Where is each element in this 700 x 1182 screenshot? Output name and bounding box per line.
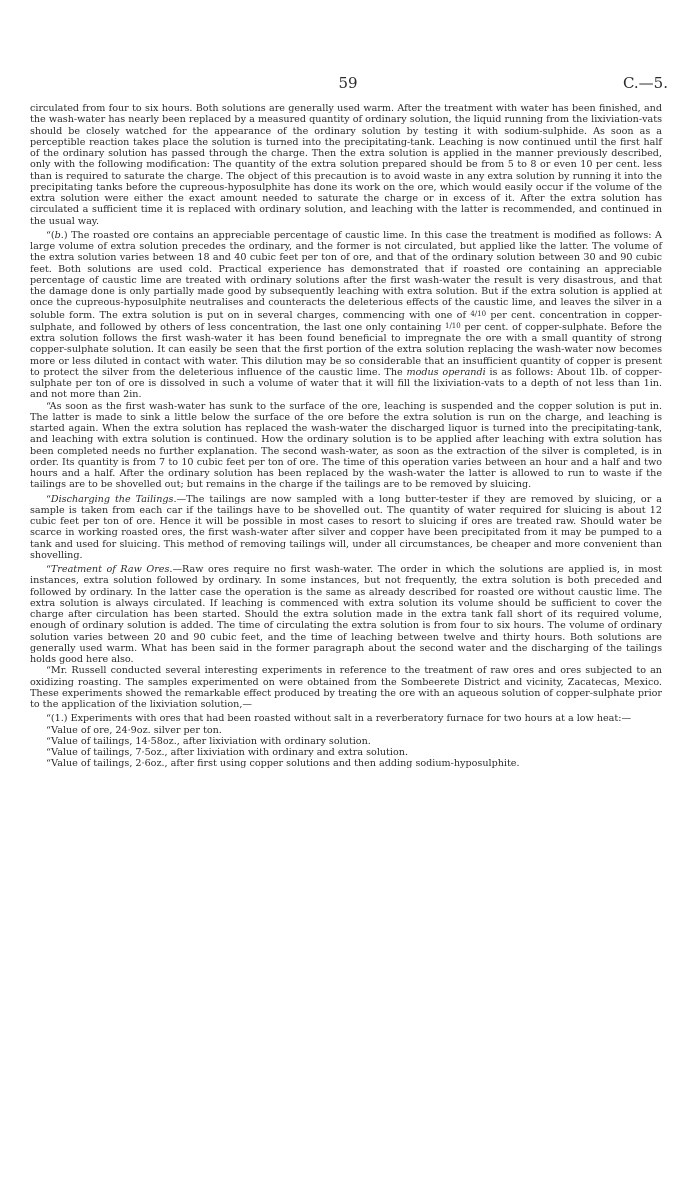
list-item: “Value of tailings, 14·58oz., after lixiviation with ordinary solution. bbox=[46, 735, 371, 747]
list-item: “Value of tailings, 2·6oz., after first using copper solutions and then adding sodium-hyposulphite. bbox=[46, 758, 520, 770]
paragraph-raw-ores: “Treatment of Raw Ores.—Raw ores require no first wash-water. The order in which the solutions are applied is, in most instances, extra solution followed by ordinary. In some instances, but not frequently, the extra solution is both preceded and followed by ordinary. In the latter case the operation is the same as already described for roasted ore without caustic lime. The extra solution is always circulated. If leaching is commenced with extra solution its volume should be sufficient to cover the charge after circulation has been started. Should the extra solution made in the extra tank fall short of its required volume, enough of ordinary solution is added. The time of circulating the extra solution is from four to six hours. The volume of ordinary solution varies between 20 and 90 cubic feet, and the time of leaching between twelve and thirty hours. Both solutions are generally used warm. What has been said in the former paragraph about the second water and the discharging of the tailings holds good here also. bbox=[30, 564, 662, 665]
paragraph-discharging-tailings: “Discharging the Tailings.—The tailings are now sampled with a long butter-tester if they are removed by sluicing, or a sample is taken from each car if the tailings have to be shovelled out. The quantity of water required for sluicing is about 12 cubic feet per ton of ore. Hence it will be possible in most cases to resort to sluicing if ores are treated raw. Should water be scarce in working roasted ores, the first wash-water after silver and copper have been precipitated from it may be pumped to a tank and used for sluicing. This method of removing tailings will, under all circumstances, be cheaper and more convenient than shovelling. bbox=[30, 493, 662, 561]
paragraph-first-wash-water: “As soon as the first wash-water has sunk to the surface of the ore, leaching is suspended and the copper solution is put in. The latter is made to sink a little below the surface of the ore before the extra solution is run on the charge, and leaching is started again. When the extra solution has replaced the wash-water the discharged liquor is turned into the precipitating-tank, and leaching with extra solution is continued. How the ordinary solution is to be applied after leaching with extra solution has been completed needs no further explanation. The second wash-water, as soon as the extraction of the silver is completed, is in order. Its quantity is from 7 to 10 cubic feet per ton of ore. The time of this operation varies between an hour and a half and two hours and a half. After the ordinary solution has been replaced by the wash-water the latter is allowed to run to waste if the tailings are to be shovelled out; but remains in the charge if the tailings are to be removed by sluicing. bbox=[30, 400, 662, 491]
page-header bbox=[28, 74, 668, 96]
section-heading-raw-ores: Treatment of Raw Ores bbox=[50, 564, 170, 575]
list-item: “Value of tailings, 7·5oz., after lixiviation with ordinary and extra solution. bbox=[46, 747, 408, 758]
list-item: “Value of ore, 24·9oz. silver per ton. bbox=[46, 724, 222, 736]
fraction-four-tenths: 4/10 bbox=[470, 309, 487, 318]
page-number: 59 bbox=[338, 74, 358, 92]
paragraph-b-caustic-lime: “(b.) The roasted ore contains an appreciable percentage of caustic lime. In this case the treatment is modified as follows: A large volume of extra solution precedes the ordinary, and the former is not circulated, but applied like the latter. The volume of the extra solution varies between 18 and 40 cubic feet per ton of ore, and that of the ordinary solution between 30 and 90 cubic feet. Both solutions are used cold. Practical experience has demonstrated that if roasted ore containing an appreciable percentage of caustic lime are treated with ordinary solutions after the first wash-water the result is very disastrous, and that the damage done is only partially made good by subsequently leaching with extra solution. But if the extra solution is applied at once the cupreous-hyposulphite neutralises and counteracts the deleterious effects of the caustic lime, and leaves the silver in a soluble form. The extra solution is put on in several charges, commencing with one of $^{4/10}$ per cent. concentration in copper-sulphate, and followed by others of less concentration, the last one only containing $^{1/10}$ per cent. of copper-sulphate. Before the extra solution follows the first wash-water it has been found beneficial to impregnate the ore with a small quantity of strong copper-sulphate solution. It can easily be seen that the first portion of the extra solution replacing the wash-water now becomes more or less diluted in contact with water. This dilution may be so considerable that an insufficient quantity of copper is present to protect the silver from the deleterious influence of the caustic lime. The modus operandi is as follows: About 1lb. of copper-sulphate per ton of ore is dissolved in such a volume of water that it will fill the lixiviation-vats to a depth of not less than 1in. and not more than 2in. bbox=[30, 229, 662, 401]
paragraph-experiment-1: “(1.) Experiments with ores that had been roasted without salt in a reverberatory furnace for two hours at a low heat:— bbox=[46, 713, 632, 725]
section-heading-discharging: Discharging the Tailings bbox=[50, 493, 174, 505]
paragraph-continued-treatment: circulated from four to six hours. Both solutions are generally used warm. After the treatment with water has been finished, and the wash-water has nearly been replaced by a measured quantity of ordinary solution, the liquid running from the lixiviation-vats should be closely watched for the appearance of the ordinary solution by testing it with sodium-sulphide. As soon as a perceptible reaction takes place the solution is turned into the precipitating-tank. Leaching is now continued until the first half of the ordinary solution has passed through the charge. Then the extra solution is applied in the manner previously described, only with the following modification: The quantity of the extra solution prepared should be from 5 to 8 or even 10 per cent. less than is required to saturate the charge. The object of this precaution is to avoid waste in any extra solution by running it into the precipitating tanks before the cupreous-hyposulphite has done its work on the ore, which would easily occur if the volume of the extra solution were either the exact amount needed to saturate the charge or in excess of it. After the extra solution has circulated a sufficient time it is replaced with ordinary solution, and leaching with the latter is recommended, and continued in the usual way. bbox=[30, 103, 662, 227]
paragraph-russell-experiments: “Mr. Russell conducted several interesting experiments in reference to the treatment of raw ores and ores subjected to an oxidizing roasting. The samples experimented on were obtained from the Sombeerete District and vicinity, Zacatecas, Mexico. These experiments showed the remarkable effect produced by treating the ore with an aqueous solution of copper-sulphate prior to the application of the lixiviation solution,— bbox=[30, 665, 662, 710]
body-text bbox=[30, 103, 662, 770]
fraction-one-tenth: 1/10 bbox=[444, 321, 461, 330]
document-reference: C.—5. bbox=[622, 74, 668, 92]
section-label-b: b. bbox=[54, 229, 64, 241]
latin-term: modus operandi bbox=[406, 366, 486, 378]
